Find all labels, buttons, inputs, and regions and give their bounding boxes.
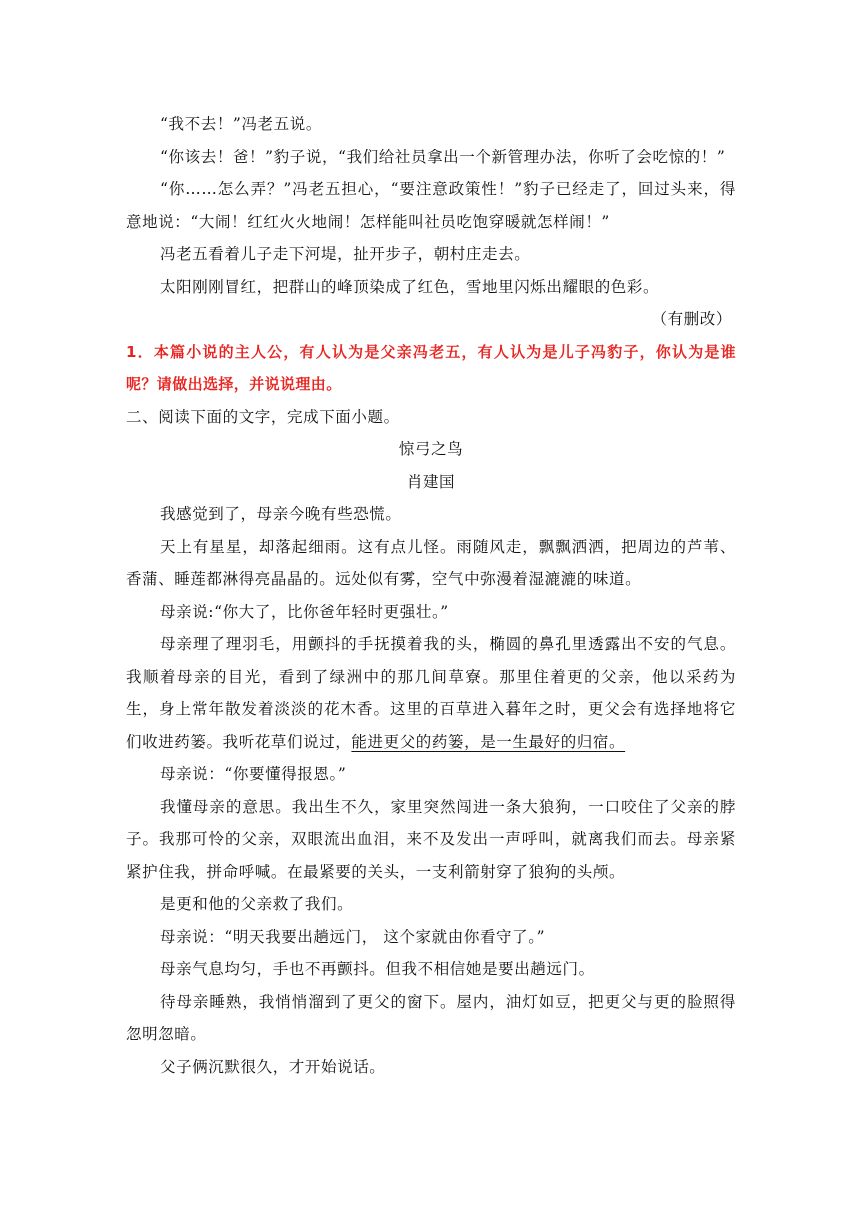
story-paragraph-10: 待母亲睡熟，我悄悄溜到了更父的窗下。屋内，油灯如豆，把更父与更的脸照得忽明忽暗。 — [126, 992, 736, 1043]
story-paragraph-8: 母亲说：“明天我要出趟远门， 这个家就由你看守了。” — [160, 927, 546, 946]
story-paragraph-5: 母亲说：“你要懂得报恩。” — [160, 765, 347, 783]
excerpt-paragraph-4: 冯老五看着儿子走下河堤，扯开步子，朝村庄走去。 — [160, 245, 531, 263]
story-title: 惊弓之鸟 — [398, 440, 464, 458]
section-2-instruction: 二、阅读下面的文字，完成下面小题。 — [126, 407, 400, 426]
edit-note: （有删改） — [651, 310, 732, 328]
question-1: 1．本篇小说的主人公，有人认为是父亲冯老五，有人认为是儿子冯豹子，你认为是谁呢？请做出选择，并说说理由。 — [126, 342, 736, 393]
story-author: 肖建国 — [406, 472, 456, 491]
story-paragraph-4-text: 母亲理了理羽毛，用颤抖的手抚摸着我的头，椭圆的鼻孔里透露出不安的气息。我顺着母亲的目光，看到了绿洲中的那几间草寮。那里住着更的父亲，他以采药为生，身上常年散发着淡淡的花木香。这里的百草进入暮年之时，更父会有选择地将它们收进药篓。我听花草们说过， — [126, 635, 736, 751]
story-paragraph-4 — [126, 628, 736, 758]
excerpt-paragraph-1: “我不去！”冯老五说。 — [160, 115, 322, 133]
story-paragraph-9: 母亲气息均匀，手也不再颤抖。但我不相信她是要出趟远门。 — [160, 960, 595, 978]
excerpt-paragraph-3: “你……怎么弄？”冯老五担心，“要注意政策性！”豹子已经走了，回过头来，得意地说：“大闹！红红火火地闹！怎样能叫社员吃饱穿暖就怎样闹！” — [126, 180, 736, 231]
excerpt-paragraph-2: “你该去！爸！”豹子说，“我们给社员拿出一个新管理办法，你听了会吃惊的！” — [160, 147, 726, 166]
document-page — [126, 108, 736, 1083]
story-paragraph-7: 是更和他的父亲救了我们。 — [160, 895, 354, 913]
story-paragraph-1: 我感觉到了，母亲今晚有些恐慌。 — [160, 505, 402, 523]
story-paragraph-3: 母亲说:“你大了，比你爸年轻时更强壮。” — [160, 602, 449, 621]
story-paragraph-2: 天上有星星，却落起细雨。这有点儿怪。雨随风走，飘飘洒洒，把周边的芦苇、香蒲、睡莲都淋得亮晶晶的。远处似有雾，空气中弥漫着湿漉漉的味道。 — [126, 537, 736, 588]
underlined-sentence: 能进更父的药篓，是一生最好的归宿。 — [351, 732, 626, 751]
excerpt-paragraph-5: 太阳刚刚冒红，把群山的峰顶染成了红色，雪地里闪烁出耀眼的色彩。 — [160, 277, 660, 296]
story-paragraph-11: 父子俩沉默很久，才开始说话。 — [160, 1057, 386, 1076]
story-paragraph-6: 我懂母亲的意思。我出生不久，家里突然闯进一条大狼狗，一口咬住了父亲的脖子。我那可怜的父亲，双眼流出血泪，来不及发出一声呼叫，就离我们而去。母亲紧紧护住我，拼命呼喊。在最紧要的关头，一支利箭射穿了狼狗的头颅。 — [126, 797, 736, 881]
